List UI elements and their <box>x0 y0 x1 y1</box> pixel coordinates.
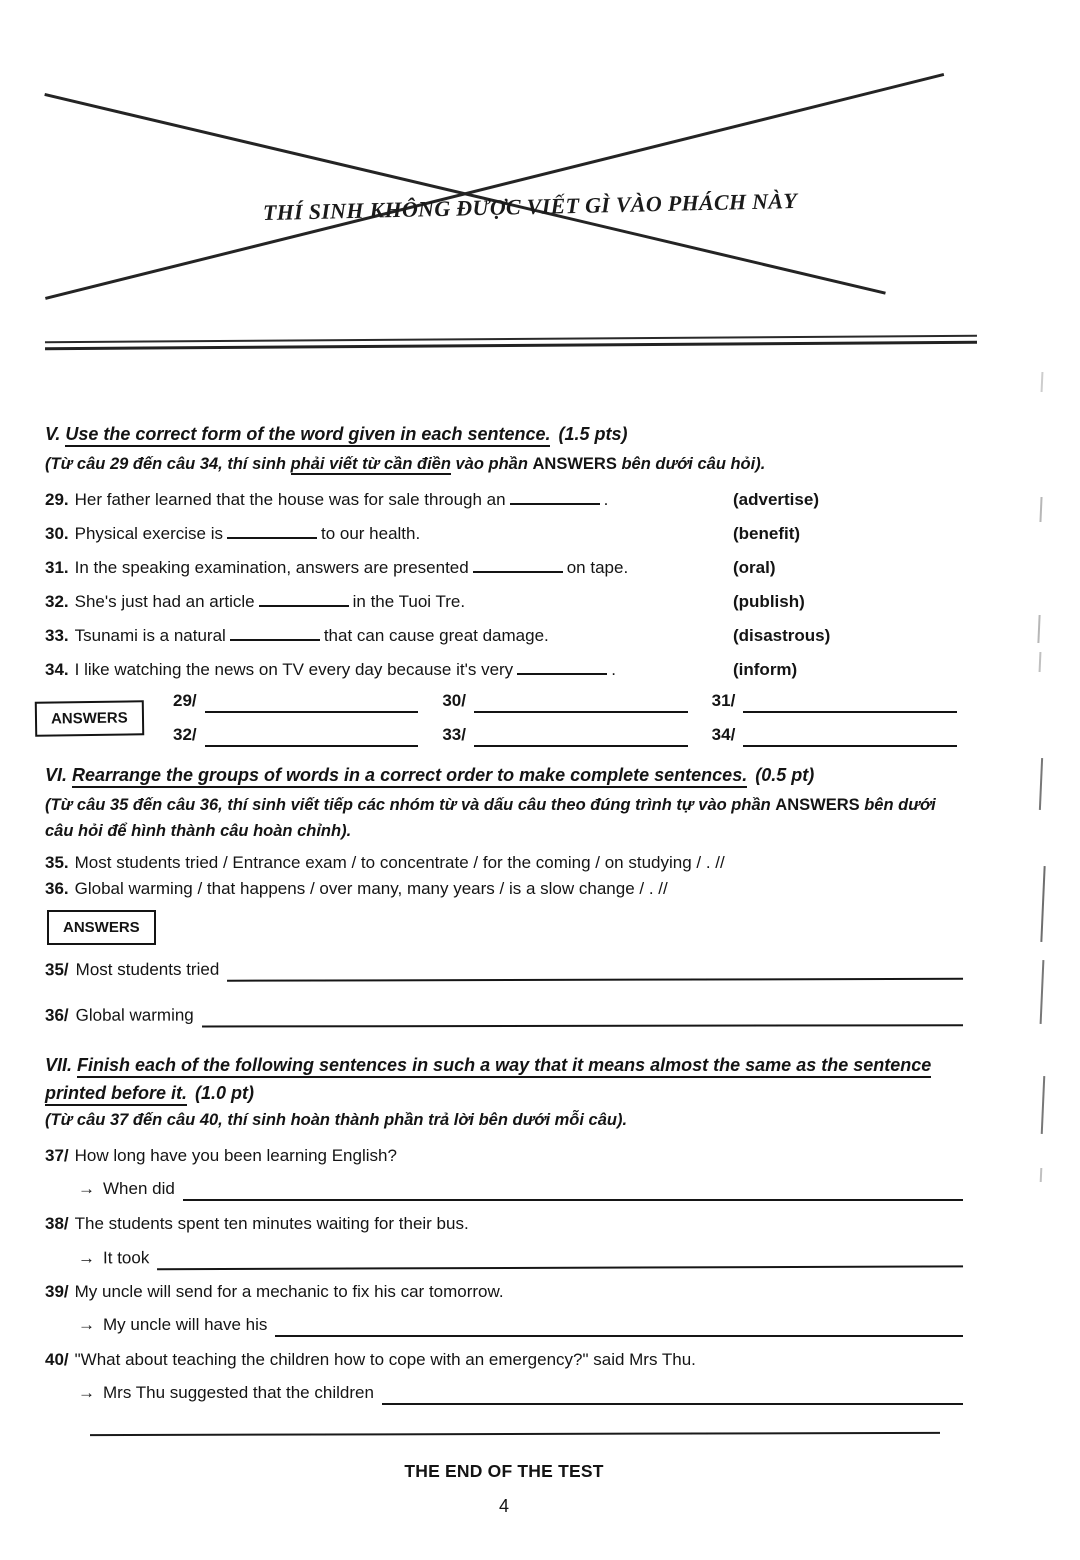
question-37: 37/ How long have you been learning English? <box>45 1146 397 1165</box>
arrow-icon: → <box>78 1383 95 1402</box>
answer-line <box>157 1249 963 1270</box>
question-40: 40/ "What about teaching the children how to cope with an emergency?" said Mrs Thu. <box>45 1350 696 1369</box>
question-32: 32. She's just had an article in the Tuoi Tre. (publish) <box>45 585 963 619</box>
section-v-questions <box>45 483 963 687</box>
word-hint-31: (oral) <box>733 558 776 577</box>
section-v-header <box>45 420 963 448</box>
answer-row-37: → When did <box>45 1177 963 1201</box>
question-38: 38/ The students spent ten minutes waiting for their bus. <box>45 1214 469 1233</box>
phach-notice: THÍ SINH KHÔNG ĐƯỢC VIẾT GÌ VÀO PHÁCH NÀY <box>262 187 798 226</box>
answer-slot-31: 31/ <box>712 689 957 713</box>
answer-blank <box>517 660 607 675</box>
answer-blank <box>510 490 600 505</box>
section-vii-title: Finish each of the following sentences in such a way that it means almost the same as the sentence printed before it. <box>45 1055 931 1106</box>
word-hint-33: (disastrous) <box>733 626 831 645</box>
section-vi-answers <box>45 902 963 1027</box>
section-v-title: Use the correct form of the word given in each sentence. <box>65 424 550 447</box>
section-vii-header <box>45 1051 963 1107</box>
word-hint-29: (advertise) <box>733 490 819 509</box>
answer-blank <box>473 558 563 573</box>
answer-line-35: 35/ Most students tried <box>45 956 963 982</box>
cross-line-ascending <box>45 73 944 300</box>
separator-double-rule <box>45 335 977 351</box>
answer-line-36: 36/ Global warming <box>45 1002 963 1028</box>
answers-box-label: ANSWERS <box>47 910 156 945</box>
question-29: 29. Her father learned that the house was for sale through an . (advertise) <box>45 483 963 517</box>
question-34: 34. I like watching the news on TV every day because it's very . (inform) <box>45 653 963 687</box>
answer-slot-33: 33/ <box>442 723 687 747</box>
word-hint-34: (inform) <box>733 660 798 679</box>
section-v-instruction: (Từ câu 29 đến câu 34, thí sinh phải viết từ cần điền vào phần ANSWERS bên dưới câu hỏi). <box>45 455 766 473</box>
end-of-test-label: THE END OF THE TEST <box>404 1461 604 1481</box>
word-hint-30: (benefit) <box>733 524 801 543</box>
question-39: 39/ My uncle will send for a mechanic to fix his car tomorrow. <box>45 1282 504 1301</box>
answer-row-38: → It took <box>45 1243 963 1270</box>
section-vi-instruction: (Từ câu 35 đến câu 36, thí sinh viết tiếp các nhóm từ và dấu câu theo đúng trình tự vào phần ANSWERS bên dưới câu hỏi để hình thành câu hoàn chỉnh). <box>45 796 936 840</box>
scan-artifact <box>1039 758 1043 810</box>
answer-line <box>205 693 419 713</box>
section-vii-points: (1.0 pt) <box>195 1083 255 1103</box>
question-33: 33. Tsunami is a natural that can cause great damage. (disastrous) <box>45 619 963 653</box>
question-31: 31. In the speaking examination, answers are presented on tape. (oral) <box>45 551 963 585</box>
answer-line <box>474 693 688 713</box>
arrow-icon: → <box>77 1248 96 1268</box>
answer-line <box>382 1387 963 1405</box>
answer-slot-30: 30/ <box>442 689 687 713</box>
answer-blank <box>259 592 349 607</box>
section-vi-points: (0.5 pt) <box>755 765 815 785</box>
answer-slot-34: 34/ <box>712 723 957 747</box>
answer-line <box>205 727 419 747</box>
question-30: 30. Physical exercise is to our health. (benefit) <box>45 517 963 551</box>
answer-blank <box>227 524 317 539</box>
scan-artifact <box>1040 866 1045 942</box>
answer-line <box>275 1319 963 1337</box>
section-vi-header <box>45 761 963 789</box>
answer-line <box>183 1183 963 1201</box>
answer-slot-29: 29/ <box>173 689 418 713</box>
scan-artifact <box>1041 1076 1046 1134</box>
scan-artifact <box>1041 372 1044 392</box>
answer-slot-32: 32/ <box>173 723 418 747</box>
answer-line <box>202 1008 963 1027</box>
arrow-icon: → <box>78 1179 95 1198</box>
scan-artifact <box>1040 1168 1043 1182</box>
section-vi-questions <box>45 850 963 902</box>
page-number: 4 <box>498 1496 509 1516</box>
section-vii-number: VII. <box>45 1055 73 1075</box>
scan-artifact <box>1040 960 1045 1024</box>
section-v-number: V. <box>45 424 61 444</box>
arrow-icon: → <box>78 1315 95 1334</box>
answer-continuation-line <box>90 1430 940 1436</box>
scan-artifact <box>1037 615 1040 643</box>
answer-line <box>474 727 688 747</box>
answer-line <box>743 693 957 713</box>
page-content <box>45 420 963 1517</box>
scan-artifact <box>1039 652 1042 672</box>
scan-artifact <box>1039 497 1042 522</box>
section-vi-number: VI. <box>45 765 68 785</box>
answer-row-40: → Mrs Thu suggested that the children <box>45 1381 963 1405</box>
section-vii-instruction: (Từ câu 37 đến câu 40, thí sinh hoàn thành phần trả lời bên dưới mỗi câu). <box>45 1111 628 1129</box>
answer-line <box>227 962 963 982</box>
word-hint-32: (publish) <box>733 592 805 611</box>
answer-row-39: → My uncle will have his <box>45 1313 963 1337</box>
answer-line <box>743 727 957 747</box>
section-vi-title: Rearrange the groups of words in a correct order to make complete sentences. <box>72 765 747 788</box>
section-v-points: (1.5 pts) <box>558 424 628 444</box>
answer-blank <box>230 626 320 641</box>
question-35: 35. Most students tried / Entrance exam / to concentrate / for the coming / on studying / . // <box>45 853 725 872</box>
section-v-answers <box>45 689 963 757</box>
answers-box-label: ANSWERS <box>35 700 144 737</box>
question-36: 36. Global warming / that happens / over many, many years / is a slow change / . // <box>45 879 668 898</box>
